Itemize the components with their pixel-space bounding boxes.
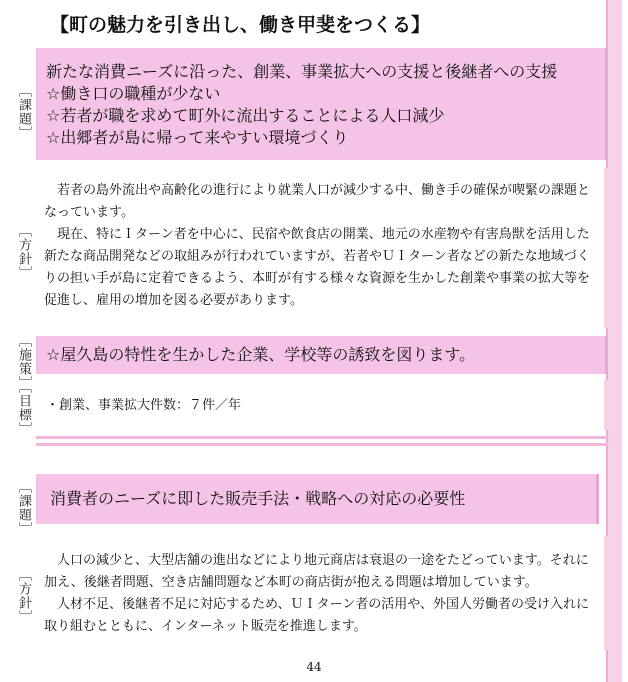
label-policy: ［方針］: [16, 568, 31, 624]
label-issue: ［課題］: [16, 84, 31, 140]
issue-box-1: [36, 48, 608, 160]
right-margin-rule: [606, 0, 622, 682]
issue-line: ☆出郷者が島に帰って来やすい環境づくり: [46, 128, 349, 147]
goal-box: [36, 380, 608, 430]
measure-box: [36, 336, 608, 374]
page-number: 44: [306, 660, 322, 674]
policy-paragraph: 現在、特にＩターン者を中心に、民宿や飲食店の開業、地元の水産物や有害鳥獣を活用した新たな商品開発などの取組みが行われていますが、若者やＵＩターン者などの新たな地域づくりの担い手が島に定着できるよう、本町が有する様々な資源を生かした創業や事業の拡大等を促進し、雇用の増加を図る必要があります。: [44, 227, 591, 308]
policy-paragraph: 人口の減少と、大型店舗の進出などにより地元商店は衰退の一途をたどっています。それに加え、後継者問題、空き店舗問題など本町の商店街が抱える問題は増加しています。: [44, 553, 589, 590]
issue-box-2: [36, 474, 599, 524]
measure-text: ☆屋久島の特性を生かした企業、学校等の誘致を図ります。: [46, 345, 476, 364]
issue-line: 新たな消費ニーズに沿った、創業、事業拡大への支援と後継者への支援: [46, 62, 558, 81]
issue-text: 消費者のニーズに即した販売手法・戦略への対応の必要性: [50, 489, 466, 508]
section-heading: 【町の魅力を引き出し、働き甲斐をつくる】: [50, 14, 431, 36]
label-policy: ［方針］: [16, 224, 31, 280]
goal-text: ・創業、事業拡大件数：７件／年: [46, 398, 242, 413]
issue-line: ☆若者が職を求めて町外に流出することによる人口減少: [46, 106, 445, 125]
label-measure: ［施策］: [16, 334, 31, 390]
issue-line: ☆働き口の職種が少ない: [46, 84, 221, 103]
policy-box-1: [36, 168, 608, 328]
section-divider: [36, 436, 608, 439]
section-divider: [36, 443, 608, 446]
policy-paragraph: 若者の島外流出や高齢化の進行により就業人口が減少する中、働き手の確保が喫緊の課題となっています。: [44, 183, 591, 220]
policy-paragraph: 人材不足、後継者不足に対応するため、ＵＩターン者の活用や、外国人労働者の受け入れに取り組むとともに、インターネット販売を推進します。: [44, 597, 589, 634]
policy-box-2: [36, 536, 608, 650]
label-issue: ［課題］: [16, 480, 31, 536]
label-goal: ［目標］: [16, 380, 31, 436]
